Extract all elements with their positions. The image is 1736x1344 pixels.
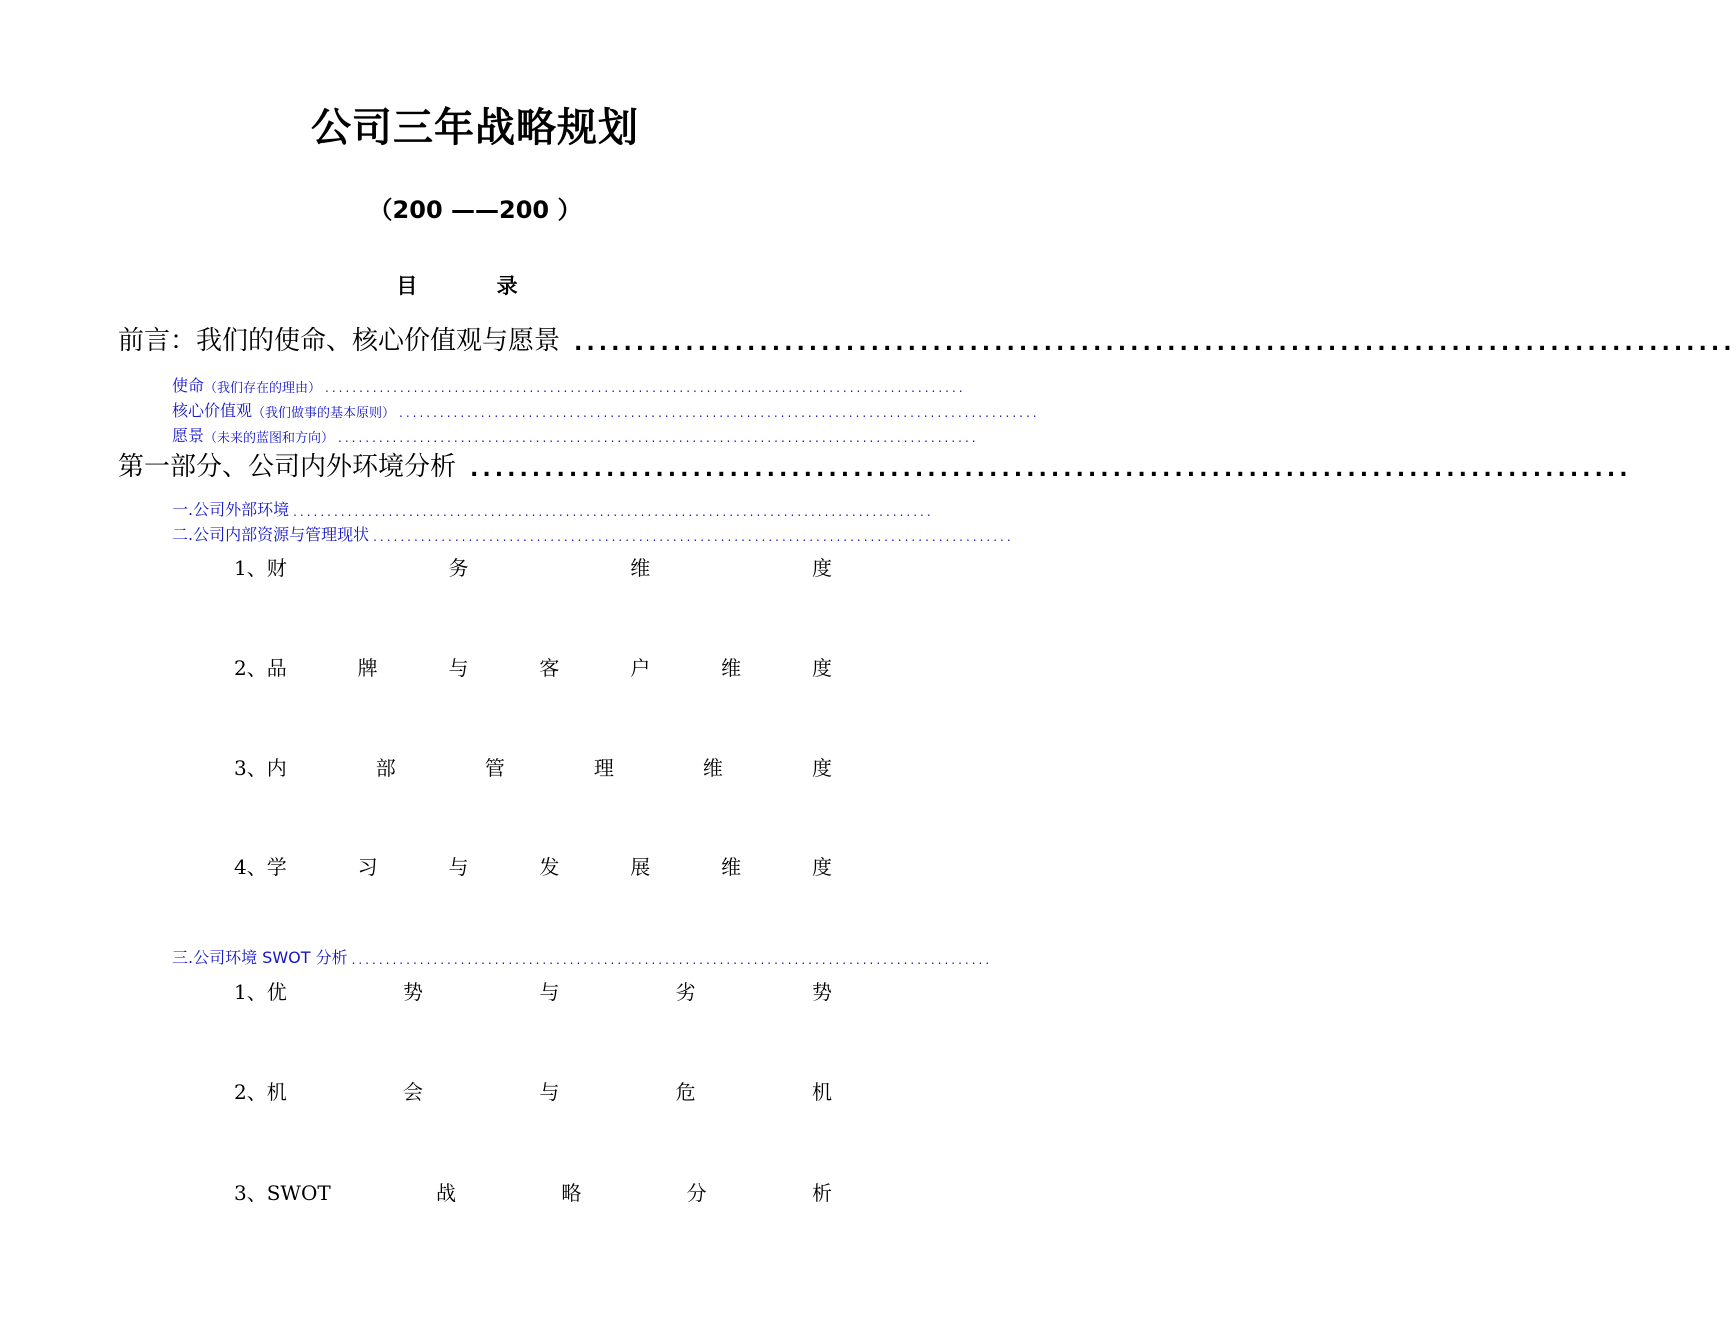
toc-entry-note: （我们做事的基本原则） (252, 406, 396, 421)
dot-leader: .............................................................................................. (351, 953, 993, 967)
dot-leader: .............................................................................................. (470, 457, 1632, 482)
toc-entry-label: 三.公司环境 SWOT 分析 (172, 948, 348, 967)
page-title: 公司三年战略规划 (311, 105, 639, 151)
toc-entry-label: 核心价值观 (172, 401, 253, 420)
toc-entry-preface[interactable] (118, 320, 1736, 357)
toc-entry-part1[interactable] (118, 446, 1632, 483)
toc-subentry-swot-strategy: 3、SWOT 战 略 分 析 (234, 1181, 832, 1205)
dot-leader: .............................................................................................. (373, 530, 1014, 544)
toc-heading: 目 录 (396, 274, 554, 298)
toc-entry-internal-env[interactable] (172, 522, 1014, 545)
toc-subentry-learning-growth: 4、学 习 与 发 展 维 度 (234, 855, 832, 879)
dot-leader: .............................................................................................. (399, 406, 1040, 420)
toc-entry-core-values[interactable] (172, 398, 1040, 421)
toc-entry-label: 前言：我们的使命、核心价值观与愿景 (118, 326, 561, 356)
toc-entry-note: （我们存在的理由） (204, 381, 322, 396)
toc-entry-external-env[interactable] (172, 497, 934, 520)
toc-subentry-finance: 1、财 务 维 度 (234, 556, 832, 580)
toc-entry-label: 二.公司内部资源与管理现状 (172, 525, 370, 544)
toc-entry-note: （未来的蓝图和方向） (204, 431, 335, 446)
toc-subentry-internal-mgmt: 3、内 部 管 理 维 度 (234, 756, 832, 780)
dot-leader: .............................................................................................. (574, 331, 1736, 356)
dot-leader: .............................................................................................. (325, 381, 966, 395)
toc-entry-swot[interactable] (172, 945, 993, 968)
dot-leader: .............................................................................................. (338, 431, 979, 445)
toc-entry-label: 使命 (172, 376, 205, 395)
toc-subentry-strengths-weaknesses: 1、优 势 与 劣 势 (234, 980, 832, 1004)
toc-entry-label: 一.公司外部环境 (172, 500, 290, 519)
toc-entry-vision[interactable] (172, 423, 979, 446)
toc-subentry-opportunities-threats: 2、机 会 与 危 机 (234, 1080, 832, 1104)
dot-leader: .............................................................................................. (293, 505, 934, 519)
toc-entry-mission[interactable] (172, 373, 966, 396)
toc-entry-label: 第一部分、公司内外环境分析 (118, 452, 457, 482)
toc-entry-label: 愿景 (172, 426, 205, 445)
toc-subentry-brand-customer: 2、品 牌 与 客 户 维 度 (234, 656, 832, 680)
year-range: （200 ——200 ） (368, 196, 582, 224)
